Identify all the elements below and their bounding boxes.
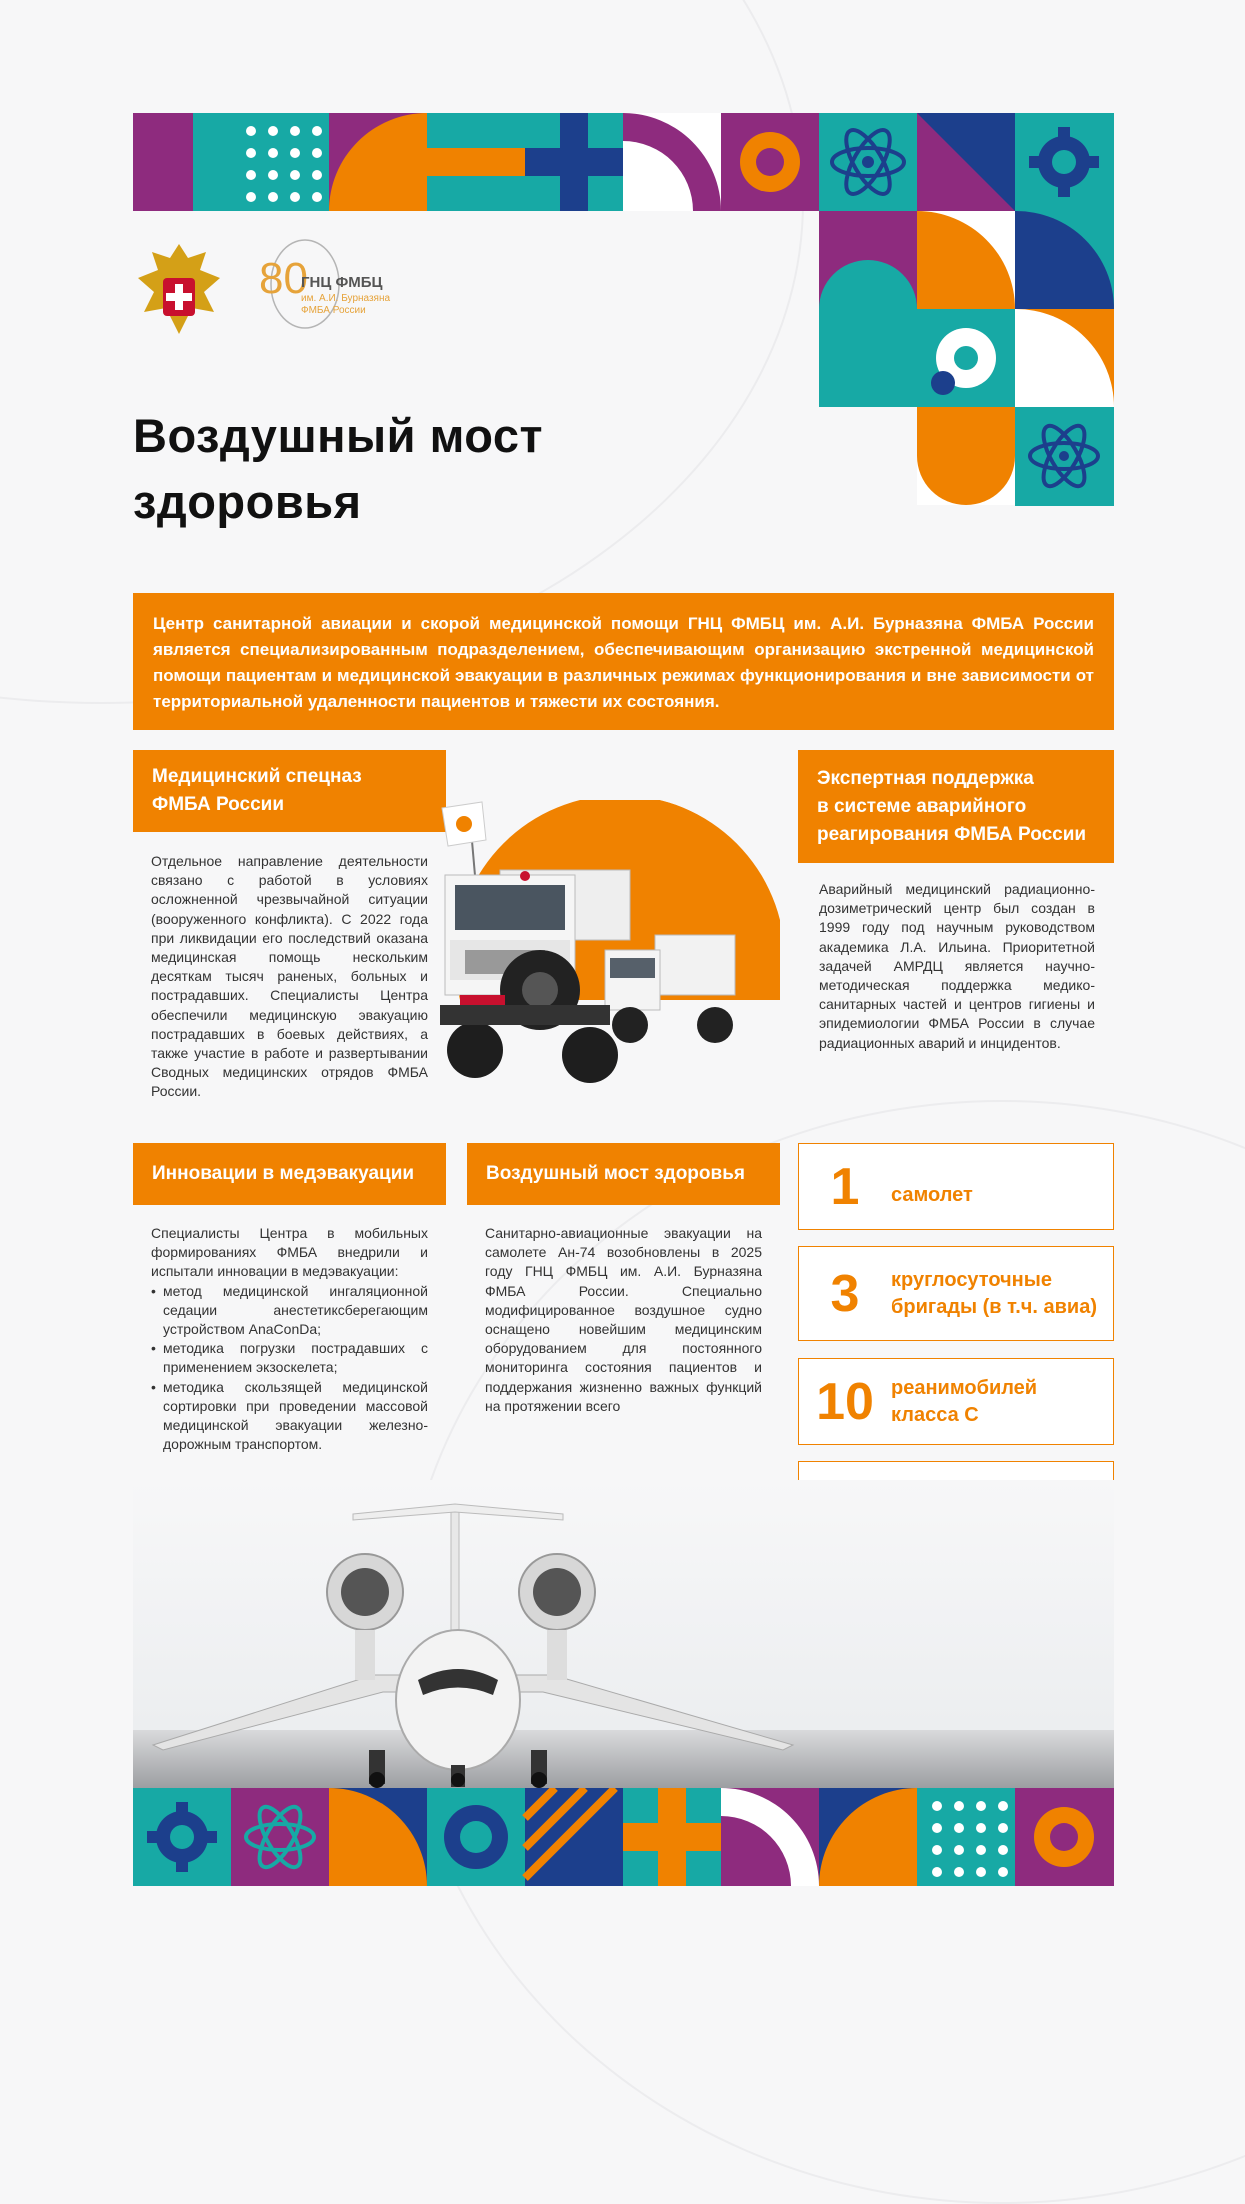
expert-heading-line3: реагирования ФМБА России (817, 823, 1087, 845)
stat-card (798, 1143, 1114, 1230)
stat-label-line2: бригады (в т.ч. авиа) (891, 1295, 1097, 1318)
emblem-logo (130, 238, 228, 342)
intro-box: Центр санитарной авиации и скорой медицинской помощи ГНЦ ФМБЦ им. А.И. Бурназяна ФМБА России является специализированным подразделением, обеспечивающим организацию экстренной медицинской помощи пациентам и медицинской эвакуации в различных режимах функционирования и вне зависимости от территориальной удаленности пациентов и тяжести их состояния. (133, 593, 1114, 730)
bottom-pattern-banner (133, 1788, 1114, 1886)
logo-line3: ФМБА России (301, 305, 366, 316)
list-item: • методика скользящей медицинской сортировки при проведении массовой медицинской эвакуации железно- дорожным транспортом. (163, 1378, 428, 1455)
stat-number: 1 (830, 1157, 860, 1216)
stat-card (798, 1246, 1114, 1341)
stat-label (891, 1375, 1037, 1429)
stat-card (798, 1358, 1114, 1445)
stat-label-line2: класса С (891, 1403, 979, 1426)
stat-number: 3 (830, 1264, 860, 1323)
expert-heading (798, 750, 1114, 863)
expert-heading-line1: Экспертная поддержка (817, 767, 1034, 789)
stat-number: 10 (816, 1372, 874, 1431)
list-item: • методика погрузки пострадавших с применением экзоскелета; (163, 1339, 428, 1377)
ambulance-trucks-image (430, 800, 780, 1120)
innov-intro: Специалисты Центра в мобильных формированиях ФМБА внедрили и испытали инновации в медэвакуации: (151, 1225, 428, 1280)
stat-label (891, 1267, 1097, 1321)
expert-text: Аварийный медицинский радиационно- дозиметрический центр был создан в 1999 году под научным руководством академика Л.А. Ильина. Приоритетной задачей АМРДЦ является научно- методическая поддержка медико- санитарных частей и центров гигиены и эпидемиологии ФМБА России в случае радиационных аварий и инцидентов. (819, 881, 1095, 1051)
innov-text (151, 1224, 428, 1454)
title-line1: Воздушный мост (133, 409, 543, 462)
logo-number: 80 (259, 254, 308, 303)
logo-line2: им. А.И. Бурназяна (301, 293, 391, 304)
special-text: Отдельное направление деятельности связано с работой в условиях осложненной чрезвычайной ситуации (вооруженного конфликта). С 2022 года при ликвидации его последствий оказана медицинская помощь нескольким десяткам тысяч раненых, больных и пострадавших. Специалисты Центра обеспечили медицинскую эвакуацию пострадавших в боевых действиях, а также участие в работе и развертывании Сводных медицинских отрядов ФМБА России. (151, 853, 428, 1100)
expert-heading-line2: в системе аварийного (817, 795, 1027, 817)
special-heading-line2: ФМБА России (152, 794, 285, 815)
logo-line1: ГНЦ ФМБЦ (301, 274, 383, 291)
stat-label: самолет (891, 1184, 973, 1206)
fmbc-80-logo (253, 236, 413, 336)
airplane-image (133, 1480, 1114, 1790)
innov-heading: Инновации в медэвакуации (133, 1143, 446, 1205)
stat-label-line1: круглосуточные (891, 1268, 1052, 1291)
list-item: • метод медицинской ингаляционной седации анестетиксберегающим устройством AnaConDa; (163, 1282, 428, 1340)
special-heading-line1: Медицинский спецназ (152, 766, 362, 787)
bridge-text: Санитарно-авиационные эвакуации на самолете Ан-74 возобновлены в 2025 году ГНЦ ФМБЦ им. А.И. Бурназяна ФМБА России. Специально модифицированное воздушное судно оснащено новейшим медицинским оборудованием для постоянного мониторинга состояния пациентов и поддержания жизненно важных функций на протяжении всего (485, 1225, 762, 1414)
page-title (133, 403, 543, 535)
title-line2: здоровья (133, 475, 362, 528)
bridge-heading: Воздушный мост здоровья (467, 1143, 780, 1205)
innov-list (151, 1282, 428, 1455)
stat-label-line1: реанимобилей (891, 1376, 1038, 1399)
special-heading (133, 750, 446, 832)
